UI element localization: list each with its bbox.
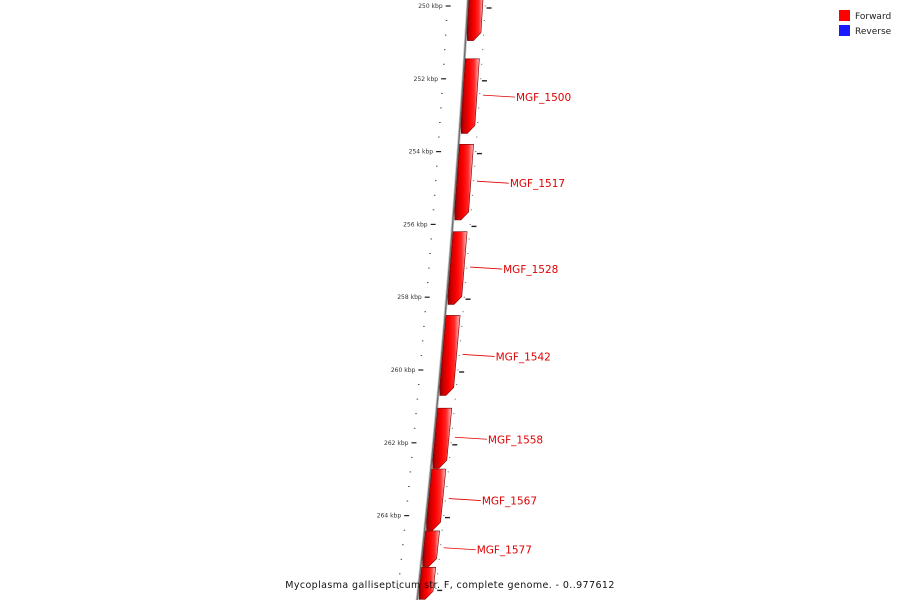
gene-label[interactable]: MGF_1542 bbox=[495, 351, 551, 364]
gene-feature[interactable] bbox=[467, 0, 484, 41]
gene-label-leader bbox=[449, 499, 481, 501]
legend-swatch-reverse bbox=[839, 25, 850, 36]
gene-feature[interactable] bbox=[423, 531, 440, 567]
genome-backbone bbox=[417, 0, 469, 600]
ruler-tick-label: 260 kbp bbox=[390, 367, 416, 374]
gene-label[interactable]: MGF_1577 bbox=[476, 544, 532, 557]
ruler-tick-label: 264 kbp bbox=[376, 512, 402, 520]
ruler-tick-label: 254 kbp bbox=[408, 148, 434, 156]
gene-label[interactable]: MGF_1528 bbox=[503, 264, 559, 277]
legend-swatch-forward bbox=[839, 10, 850, 21]
gene-label-leader bbox=[470, 267, 502, 269]
legend bbox=[839, 10, 892, 37]
gene-label[interactable]: MGF_1558 bbox=[487, 434, 544, 447]
gene-label-leader bbox=[483, 95, 515, 97]
ruler-tick-label: 258 kbp bbox=[397, 294, 422, 302]
gene-label-leader bbox=[463, 354, 495, 356]
legend-label-reverse: Reverse bbox=[855, 27, 892, 37]
ruler-tick-label: 256 kbp bbox=[403, 221, 428, 229]
backbone-shadow bbox=[417, 0, 469, 600]
gene-track bbox=[419, 0, 483, 599]
ruler-tick-label: 262 kbp bbox=[384, 439, 409, 447]
legend-label-forward: Forward bbox=[855, 12, 892, 22]
gene-label-leader bbox=[455, 437, 487, 439]
map-caption: Mycoplasma gallisepticum str. F, complete genome. - 0..977612 bbox=[285, 580, 615, 591]
gene-label[interactable]: MGF_1517 bbox=[509, 178, 566, 191]
gene-label-leader bbox=[477, 181, 509, 183]
ruler-tick-label: 252 kbp bbox=[413, 75, 439, 83]
ruler-tick-label: 250 kbp bbox=[418, 3, 443, 10]
gene-label-leader bbox=[444, 548, 476, 550]
gene-label[interactable]: MGF_1500 bbox=[515, 92, 572, 105]
gene-label[interactable]: MGF_1567 bbox=[481, 495, 538, 508]
